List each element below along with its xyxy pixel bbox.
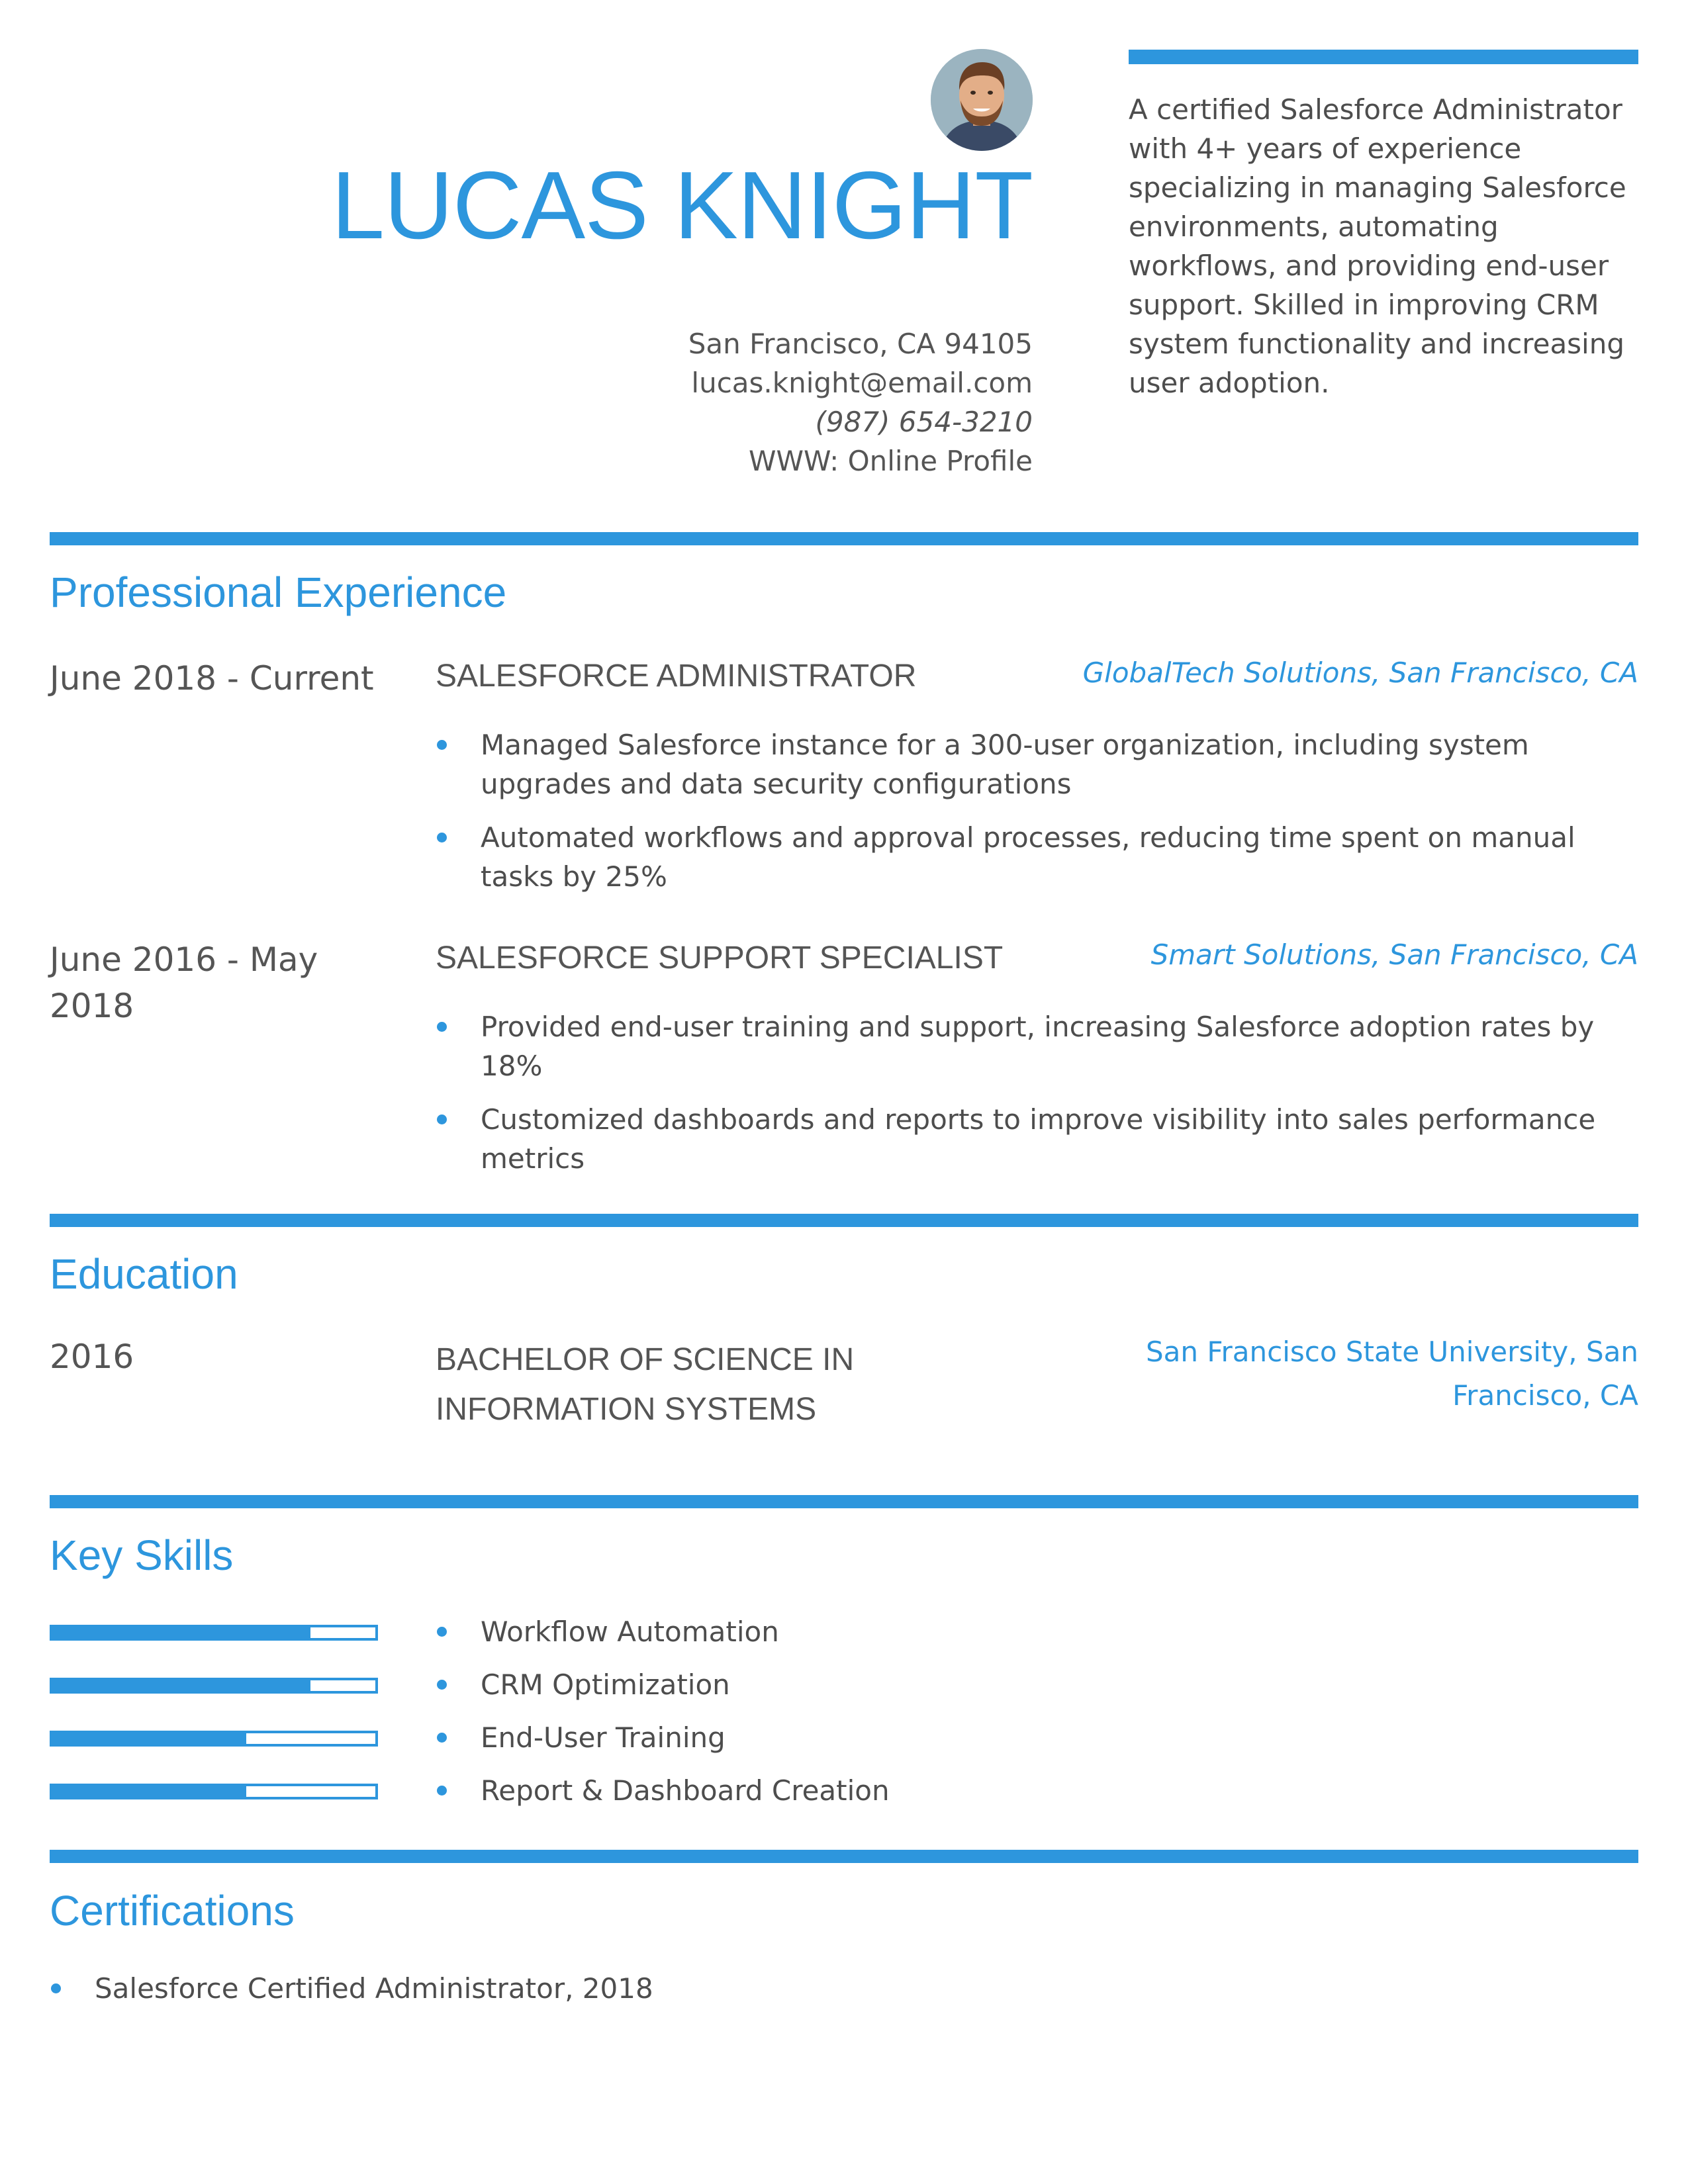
bullet-dot-icon: [437, 1786, 447, 1796]
list-item: Report & Dashboard Creation: [436, 1771, 890, 1824]
job-title: SALESFORCE SUPPORT SPECIALIST: [436, 940, 1004, 976]
bullet-dot-icon: [437, 1627, 447, 1637]
skill-level-fill: [52, 1733, 246, 1744]
certifications-list: [50, 1969, 653, 2009]
bullet-dot-icon: [51, 1983, 61, 1993]
school: San Francisco State University, San Francisco, CA: [1146, 1336, 1638, 1412]
phone-number: (987) 654-3210: [815, 406, 1033, 438]
bullet-dot-icon: [437, 1022, 447, 1032]
section-divider: [50, 1214, 1638, 1227]
list-item: End-User Training: [436, 1718, 890, 1771]
section-divider: [50, 532, 1638, 545]
candidate-name: LUCAS KNIGHT: [331, 152, 1033, 259]
section-title-skills: Key Skills: [50, 1531, 234, 1579]
skill-level-bar: [50, 1625, 378, 1641]
list-item: Customized dashboards and reports to improve visibility into sales performance metrics: [436, 1100, 1627, 1178]
skill-level-fill: [52, 1786, 246, 1797]
job-company: GlobalTech Solutions, San Francisco, CA: [1082, 657, 1638, 689]
contact-block: [688, 324, 1033, 480]
job-bullets: [436, 725, 1627, 911]
section-divider: [50, 1850, 1638, 1863]
education-year: 2016: [50, 1338, 134, 1376]
degree: BACHELOR OF SCIENCE IN INFORMATION SYSTEMS: [436, 1342, 855, 1427]
email-link[interactable]: lucas.knight@email.com: [691, 367, 1033, 399]
bullet-dot-icon: [437, 833, 447, 842]
profile-photo-icon: [931, 49, 1033, 151]
skill-level-bar: [50, 1731, 378, 1747]
website-link[interactable]: WWW: Online Profile: [748, 445, 1033, 477]
list-item: Automated workflows and approval processes, reducing time spent on manual tasks by 25%: [436, 818, 1627, 896]
skill-level-bar: [50, 1784, 378, 1799]
job-dates: June 2016 - May 2018: [50, 940, 318, 1025]
section-divider: [50, 1495, 1638, 1508]
avatar: [931, 49, 1033, 151]
job-dates: June 2018 - Current: [50, 659, 374, 698]
job-bullets: [436, 1007, 1627, 1193]
job-title: SALESFORCE ADMINISTRATOR: [436, 659, 917, 694]
list-item: Provided end-user training and support, increasing Salesforce adoption rates by 18%: [436, 1007, 1627, 1085]
job-company: Smart Solutions, San Francisco, CA: [1150, 938, 1638, 971]
list-item: CRM Optimization: [436, 1665, 890, 1718]
list-item: Salesforce Certified Administrator, 2018: [50, 1969, 653, 2009]
skills-list: [436, 1612, 890, 1824]
location: San Francisco, CA 94105: [688, 328, 1033, 360]
list-item: Workflow Automation: [436, 1612, 890, 1665]
list-item: Managed Salesforce instance for a 300-user organization, including system upgrades and data security configurations: [436, 725, 1627, 803]
bullet-dot-icon: [437, 1115, 447, 1124]
summary-top-rule: [1129, 50, 1638, 64]
skill-level-bar: [50, 1678, 378, 1694]
section-title-certifications: Certifications: [50, 1887, 295, 1934]
profile-summary: A certified Salesforce Administrator with 4+ years of experience specializing in managing Salesforce environments, automating workflows, and providing end-user support. Skilled in improving CRM system functionality and increasing user adoption.: [1129, 93, 1626, 399]
section-title-education: Education: [50, 1250, 238, 1298]
skill-level-fill: [52, 1680, 310, 1691]
bullet-dot-icon: [437, 740, 447, 750]
skill-level-fill: [52, 1627, 310, 1638]
bullet-dot-icon: [437, 1680, 447, 1690]
bullet-dot-icon: [437, 1733, 447, 1743]
section-title-experience: Professional Experience: [50, 569, 507, 616]
